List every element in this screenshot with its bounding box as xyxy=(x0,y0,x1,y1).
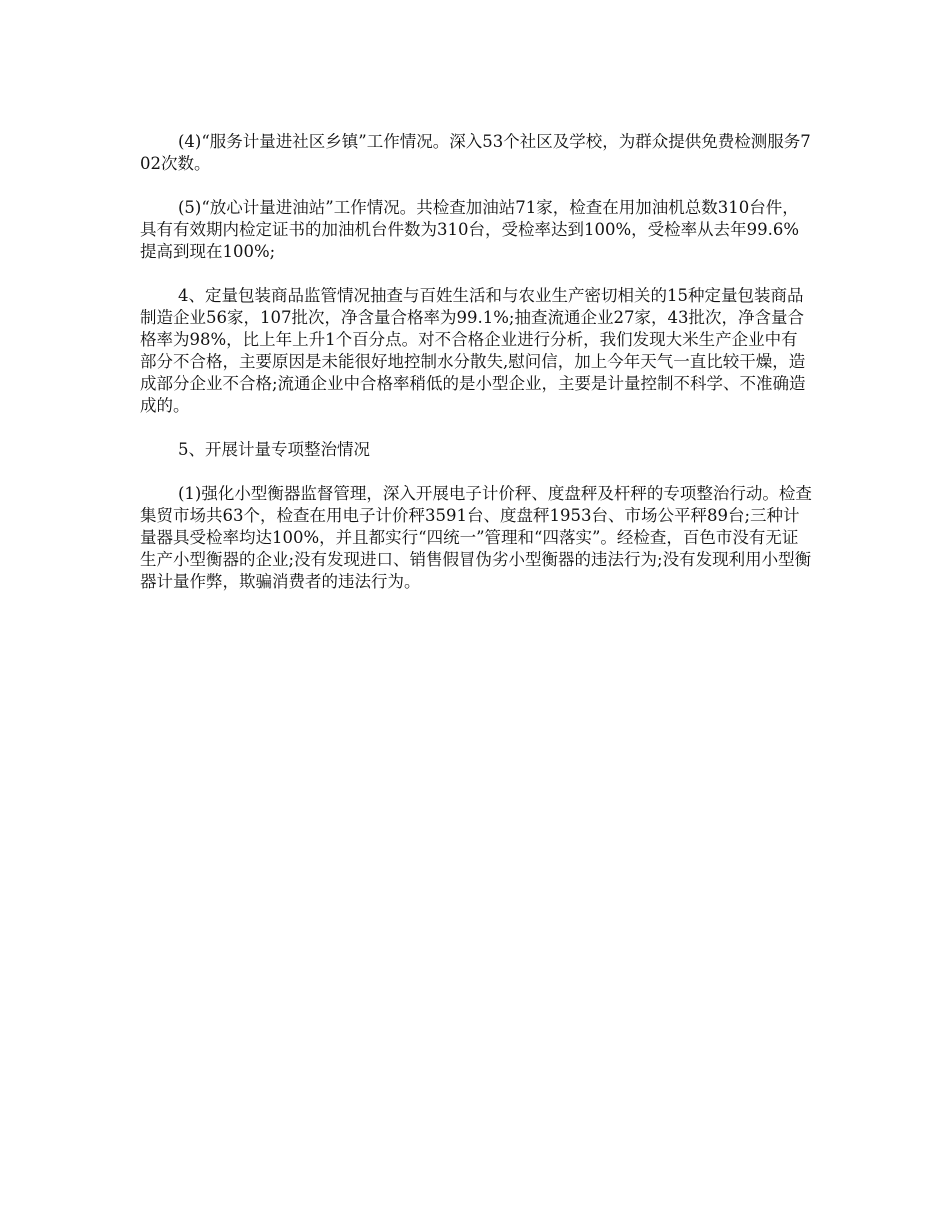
paragraph-gas-station-metrology: (5)“放心计量进油站”工作情况。共检查加油站71家，检查在用加油机总数310台件，具有有效期内检定证书的加油机台件数为310台，受检率达到100%，受检率从去年99.6%提高到现在100%; xyxy=(140,198,800,261)
section-heading-special-rectification: 5、开展计量专项整治情况 xyxy=(178,440,370,459)
paragraph-service-metrology-communities: (4)“服务计量进社区乡镇”工作情况。深入53个社区及学校，为群众提供免费检测服务702次数。 xyxy=(140,132,811,173)
document-body xyxy=(140,131,812,593)
paragraph-packaged-goods-supervision: 4、定量包装商品监管情况抽查与百姓生活和与农业生产密切相关的15种定量包装商品制造企业56家，107批次，净含量合格率为99.1%;抽查流通企业27家，43批次，净含量合格率为98%，比上年上升1个百分点。对不合格企业进行分析，我们发现大米生产企业中有部分不合格，主要原因是未能很好地控制水分散失,慰问信，加上今年天气一直比较干燥，造成部分企业不合格;流通企业中合格率稍低的是小型企业，主要是计量控制不科学、不准确造成的。 xyxy=(140,286,806,415)
paragraph-small-scale-supervision: (1)强化小型衡器监督管理，深入开展电子计价秤、度盘秤及杆秤的专项整治行动。检查集贸市场共63个，检查在用电子计价秤3591台、度盘秤1953台、市场公平秤89台;三种计量器具受检率均达100%，并且都实行“四统一”管理和“四落实”。经检查，百色市没有无证生产小型衡器的企业;没有发现进口、销售假冒伪劣小型衡器的违法行为;没有发现利用小型衡器计量作弊，欺骗消费者的违法行为。 xyxy=(140,484,812,591)
